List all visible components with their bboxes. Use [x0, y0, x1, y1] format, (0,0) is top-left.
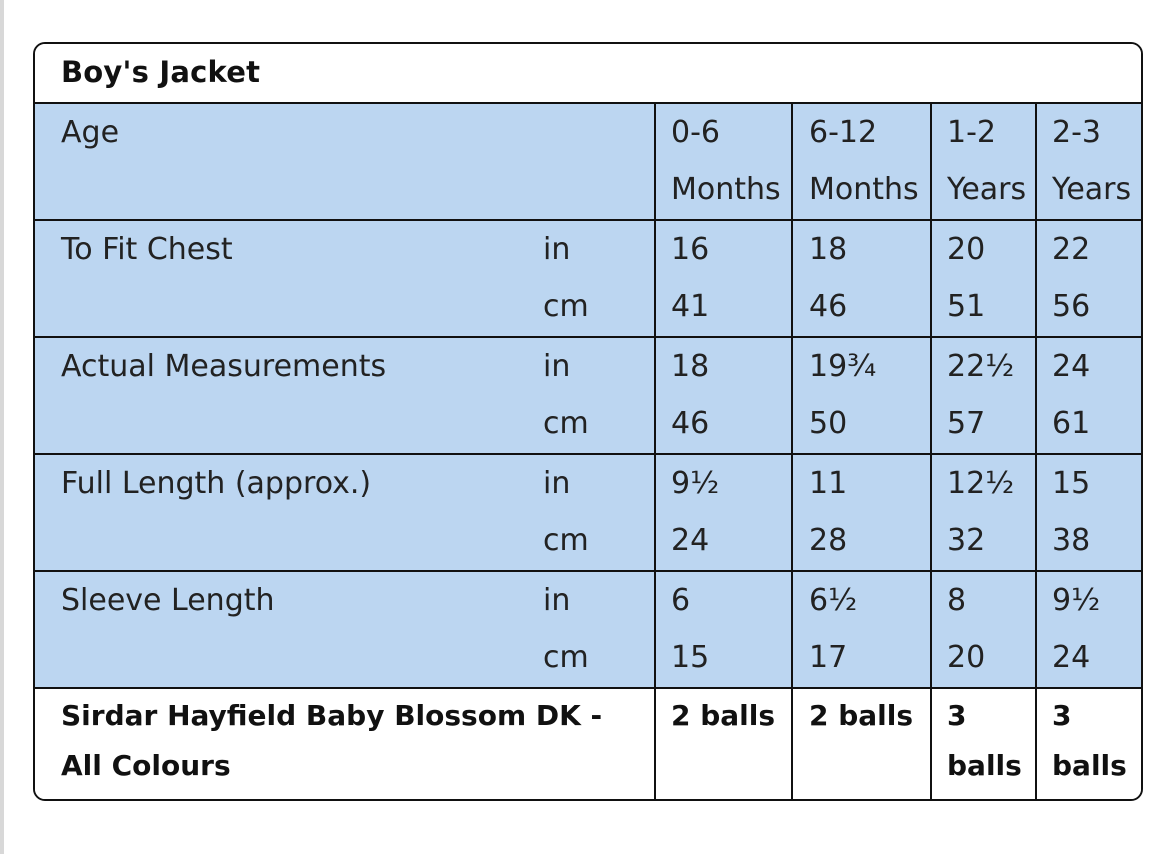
- yarn-amount-unit: balls: [1052, 749, 1127, 782]
- value-cell: 9½: [1052, 583, 1101, 618]
- unit-in: in: [543, 466, 571, 501]
- size-3-line2: Years: [1052, 172, 1132, 207]
- table-row: [35, 572, 1141, 689]
- size-0-line2: Months: [671, 172, 781, 207]
- column-divider: [930, 102, 932, 799]
- value-cell: 20: [947, 640, 986, 675]
- value-cell: 57: [947, 406, 986, 441]
- value-cell: 6½: [809, 583, 858, 618]
- size-2-line1: 1-2: [947, 115, 996, 150]
- yarn-row: [35, 689, 1141, 799]
- unit-cm: cm: [543, 289, 589, 324]
- size-2-line2: Years: [947, 172, 1027, 207]
- table-row: [35, 338, 1141, 455]
- value-cell: 32: [947, 523, 986, 558]
- unit-in: in: [543, 583, 571, 618]
- yarn-amount: 2 balls: [671, 699, 776, 732]
- unit-cm: cm: [543, 523, 589, 558]
- value-cell: 46: [671, 406, 710, 441]
- age-label: Age: [61, 115, 120, 150]
- column-divider: [1035, 102, 1037, 799]
- value-cell: 8: [947, 583, 967, 618]
- table-row: [35, 455, 1141, 572]
- unit-cm: cm: [543, 406, 589, 441]
- value-cell: 22: [1052, 232, 1091, 267]
- value-cell: 24: [671, 523, 710, 558]
- page-left-edge: [0, 0, 4, 854]
- value-cell: 9½: [671, 466, 720, 501]
- value-cell: 16: [671, 232, 710, 267]
- unit-in: in: [543, 232, 571, 267]
- table-row: [35, 221, 1141, 338]
- value-cell: 61: [1052, 406, 1091, 441]
- yarn-amount: 3: [947, 699, 967, 732]
- value-cell: 41: [671, 289, 710, 324]
- value-cell: 22½: [947, 349, 1015, 384]
- value-cell: 50: [809, 406, 848, 441]
- size-0-line1: 0-6: [671, 115, 720, 150]
- column-divider: [791, 102, 793, 799]
- value-cell: 18: [809, 232, 848, 267]
- yarn-amount: 3: [1052, 699, 1072, 732]
- value-cell: 20: [947, 232, 986, 267]
- yarn-amount-unit: balls: [947, 749, 1022, 782]
- value-cell: 38: [1052, 523, 1091, 558]
- unit-cm: cm: [543, 640, 589, 675]
- value-cell: 24: [1052, 349, 1091, 384]
- value-cell: 15: [671, 640, 710, 675]
- value-cell: 6: [671, 583, 691, 618]
- row-label: Full Length (approx.): [61, 466, 372, 501]
- table-title: Boy's Jacket: [61, 55, 261, 89]
- value-cell: 46: [809, 289, 848, 324]
- value-cell: 15: [1052, 466, 1091, 501]
- value-cell: 51: [947, 289, 986, 324]
- value-cell: 19¾: [809, 349, 877, 384]
- value-cell: 28: [809, 523, 848, 558]
- unit-in: in: [543, 349, 571, 384]
- size-1-line2: Months: [809, 172, 919, 207]
- row-label: To Fit Chest: [61, 232, 233, 267]
- yarn-label-line1: Sirdar Hayfield Baby Blossom DK -: [61, 699, 603, 732]
- row-label: Actual Measurements: [61, 349, 387, 384]
- row-label: Sleeve Length: [61, 583, 275, 618]
- column-divider: [654, 102, 656, 799]
- value-cell: 11: [809, 466, 848, 501]
- value-cell: 56: [1052, 289, 1091, 324]
- size-1-line1: 6-12: [809, 115, 878, 150]
- yarn-label-line2: All Colours: [61, 749, 231, 782]
- age-row: [35, 104, 1141, 221]
- size-table: [33, 42, 1143, 801]
- yarn-amount: 2 balls: [809, 699, 914, 732]
- table-title-bar: [35, 44, 1141, 104]
- value-cell: 12½: [947, 466, 1015, 501]
- value-cell: 17: [809, 640, 848, 675]
- size-3-line1: 2-3: [1052, 115, 1101, 150]
- value-cell: 18: [671, 349, 710, 384]
- value-cell: 24: [1052, 640, 1091, 675]
